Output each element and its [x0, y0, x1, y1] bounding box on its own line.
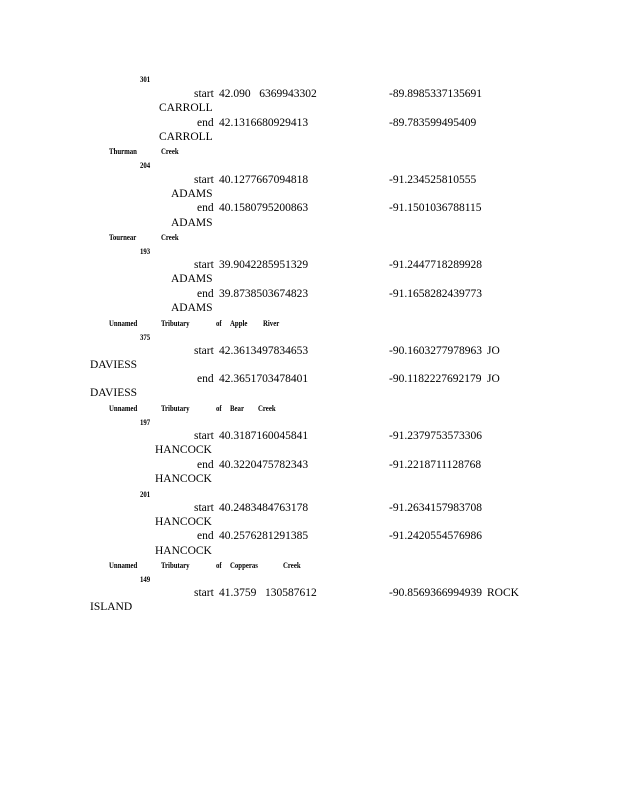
county-name: HANCOCK	[155, 444, 212, 456]
start-longitude: -91.2634157983708	[389, 502, 482, 514]
county-name: ADAMS	[171, 188, 213, 200]
segment-id: 197	[140, 418, 151, 427]
county-name: HANCOCK	[155, 473, 212, 485]
start-longitude: -91.234525810555	[389, 174, 477, 186]
end-latitude: 40.3220475782343	[219, 459, 309, 471]
end-longitude: -90.1182227692179	[389, 373, 482, 385]
stream-name-word: Thurman	[109, 147, 137, 156]
county-name: CARROLL	[159, 131, 213, 143]
segment-id: 201	[140, 490, 151, 499]
county-name: JO	[487, 345, 500, 357]
county-name: ADAMS	[171, 273, 213, 285]
start-longitude: -89.8985337135691	[389, 88, 482, 100]
county-name: DAVIESS	[90, 359, 138, 371]
end-latitude: 40.2576281291385	[219, 530, 309, 542]
stream-name-word: Unnamed	[109, 319, 138, 328]
stream-name-word: Creek	[161, 233, 179, 242]
start-longitude: -91.2379753573306	[389, 430, 482, 442]
county-name: ROCK	[487, 587, 519, 599]
stream-name-word: Tournear	[109, 233, 137, 242]
end-longitude: -91.1658282439773	[389, 288, 482, 300]
stream-name-word: Tributary	[161, 319, 190, 328]
end-longitude: -91.1501036788115	[389, 202, 482, 214]
county-name: ADAMS	[171, 217, 213, 229]
stream-name-word: Apple	[230, 319, 248, 328]
segment-id: 301	[140, 75, 151, 84]
end-longitude: -91.2218711128768	[389, 459, 482, 471]
end-label: end	[197, 530, 214, 542]
start-latitude: 40.2483484763178	[219, 502, 309, 514]
segment-id: 149	[140, 575, 151, 584]
start-latitude: 42.3613497834653	[219, 345, 309, 357]
stream-name-word: of	[216, 319, 222, 328]
stream-name-word: Tributary	[161, 561, 190, 570]
county-name: CARROLL	[159, 102, 213, 114]
end-label: end	[197, 202, 214, 214]
stream-name-word: Creek	[258, 404, 276, 413]
start-latitude: 41.3759 130587612	[219, 587, 317, 599]
stream-name-word: Bear	[230, 404, 244, 413]
segment-id: 204	[140, 161, 151, 170]
start-longitude: -91.2447718289928	[389, 259, 482, 271]
start-label: start	[194, 259, 214, 271]
county-name: JO	[487, 373, 500, 385]
start-latitude: 42.090 6369943302	[219, 88, 317, 100]
start-label: start	[194, 587, 214, 599]
stream-name-word: of	[216, 561, 222, 570]
start-label: start	[194, 345, 214, 357]
county-name: DAVIESS	[90, 387, 138, 399]
county-name: HANCOCK	[155, 516, 212, 528]
end-latitude: 39.8738503674823	[219, 288, 309, 300]
end-longitude: -91.2420554576986	[389, 530, 482, 542]
end-latitude: 40.1580795200863	[219, 202, 309, 214]
start-label: start	[194, 430, 214, 442]
end-longitude: -89.783599495409	[389, 117, 477, 129]
end-latitude: 42.1316680929413	[219, 117, 309, 129]
county-name: ISLAND	[90, 601, 133, 613]
stream-name-word: Creek	[161, 147, 179, 156]
start-longitude: -90.1603277978963	[389, 345, 482, 357]
start-latitude: 40.1277667094818	[219, 174, 309, 186]
end-label: end	[197, 373, 214, 385]
end-label: end	[197, 288, 214, 300]
stream-name-word: Copperas	[230, 561, 258, 570]
start-latitude: 40.3187160045841	[219, 430, 309, 442]
county-name: ADAMS	[171, 302, 213, 314]
stream-name-word: Tributary	[161, 404, 190, 413]
segment-id: 193	[140, 247, 151, 256]
county-name: HANCOCK	[155, 545, 212, 557]
start-label: start	[194, 174, 214, 186]
stream-name-word: Unnamed	[109, 404, 138, 413]
start-latitude: 39.9042285951329	[219, 259, 309, 271]
end-latitude: 42.3651703478401	[219, 373, 309, 385]
end-label: end	[197, 117, 214, 129]
end-label: end	[197, 459, 214, 471]
stream-name-word: River	[263, 319, 280, 328]
start-label: start	[194, 88, 214, 100]
segment-id: 375	[140, 333, 151, 342]
start-longitude: -90.8569366994939	[389, 587, 482, 599]
start-label: start	[194, 502, 214, 514]
stream-name-word: Creek	[283, 561, 301, 570]
stream-name-word: of	[216, 404, 222, 413]
stream-name-word: Unnamed	[109, 561, 138, 570]
